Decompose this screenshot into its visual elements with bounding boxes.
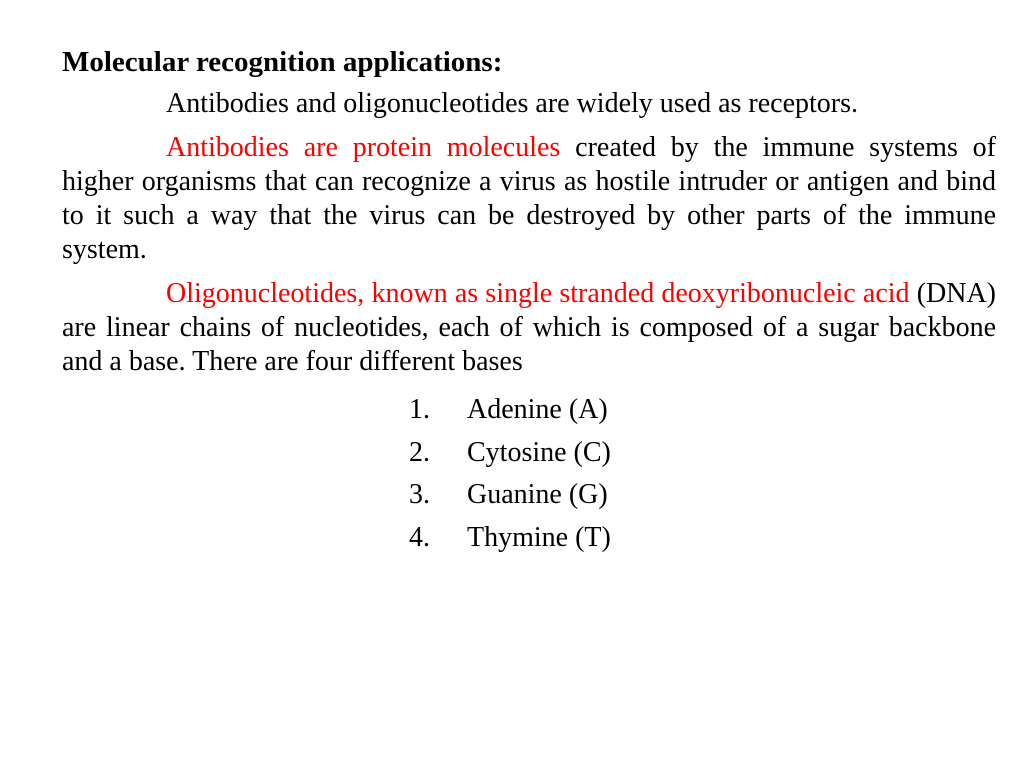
- paragraph-antibodies: [62, 131, 996, 267]
- list-item-number: 4.: [409, 521, 430, 553]
- paragraph-receptors: [62, 87, 996, 121]
- list-item-label: Guanine (G): [467, 479, 608, 510]
- list-item-number: 3.: [409, 479, 430, 510]
- slide-content: [62, 42, 996, 559]
- antibodies-text: created by the immune systems of higher organisms that can recognize a virus as hostile intruder or antigen and bind to it such a way that the virus can be destroyed by other parts of the immune system.: [62, 132, 996, 265]
- list-item-label: Thymine (T): [467, 521, 611, 553]
- oligonucleotides-highlight: Oligonucleotides, known as single stranded deoxyribonucleic acid: [166, 278, 910, 309]
- list-item-number: 1.: [409, 394, 430, 425]
- bases-list: [409, 389, 709, 559]
- list-item: [409, 474, 709, 517]
- oligonucleotides-text: (DNA) are linear chains of nucleotides, each of which is composed of a sugar backbone and a base. There are four different bases: [62, 278, 996, 377]
- list-item-number: 2.: [409, 436, 430, 468]
- paragraph-oligonucleotides: [62, 277, 996, 379]
- list-item-label: Adenine (A): [467, 394, 608, 425]
- list-item: [409, 389, 709, 432]
- paragraph-receptors-text: Antibodies and oligonucleotides are widely used as receptors.: [166, 88, 859, 119]
- list-item-label: Cytosine (C): [467, 436, 611, 468]
- heading: Molecular recognition applications:: [62, 46, 503, 78]
- antibodies-highlight: Antibodies are protein molecules: [166, 132, 561, 163]
- list-item: [409, 517, 709, 560]
- list-item: [409, 432, 709, 475]
